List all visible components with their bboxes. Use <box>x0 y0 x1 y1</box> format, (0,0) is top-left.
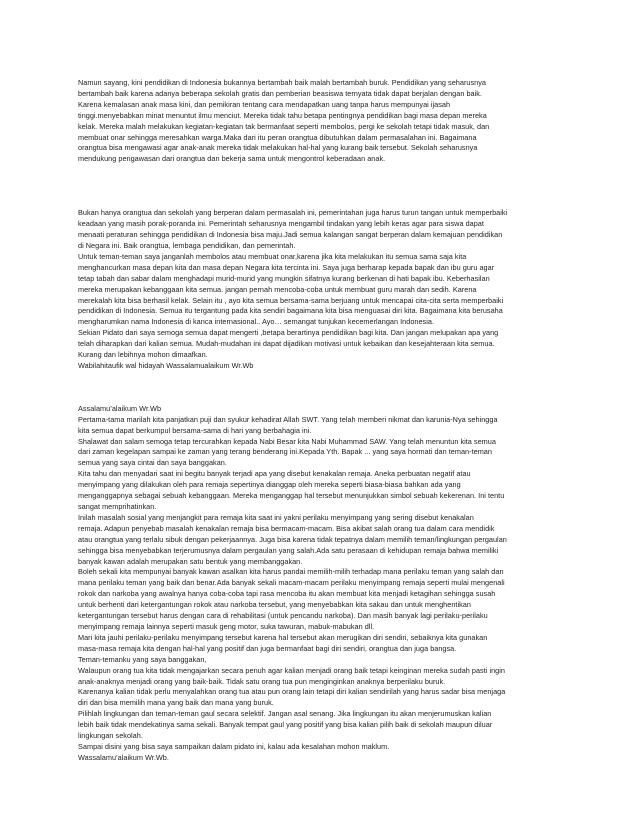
text-line: menaati peraturan sehingga pendidikan di Indonesia bisa maju.Jadi semua kalangan sangat berperan dalam kemajuan pendidikan <box>78 230 503 240</box>
text-line: diri dan bisa memilih mana yang baik dan mana yang buruk. <box>78 698 274 708</box>
text-line: Sekian Pidato dari saya semoga semua dapat mengerti ,betapa berartinya pendidikan bagi kita. Dan jangan melupakan apa yang <box>78 328 499 338</box>
text-line: atau orangtua yang terlalu sibuk dengan pekerjaannya. Juga bisa karena tidak tepatnya dalam memilih teman/lingkungan pergaulan <box>78 534 507 544</box>
text-line: menganggapnya sebagai sebuah kebanggaan. Mereka menganggap hal tersebut menunjukkan simbol sebuah kekerenan. Ini tentu <box>78 491 505 501</box>
text-line: sangat memprihatinkan. <box>78 502 157 511</box>
text-line: tetap tabah dan sabar dalam menghadapi murid-murid yang mungkin sifatnya kurang berkenan di hati bapak ibu. Keberhasilan <box>78 273 490 283</box>
text-line: menyimpang yang dilakukan oleh para remaja sepertinya dianggap oleh mereka seperti biasa-biasa bahkan ada yang <box>78 480 461 490</box>
text-line: Sampai disini yang bisa saya sampaikan dalam pidato ini, kalau ada kesalahan mohon maklum. <box>78 741 390 751</box>
text-line: Kita tahu dan menyadari saat ini begitu banyak terjadi apa yang disebut kenakalan remaja. Aneka perbuatan negatif atau <box>78 469 471 479</box>
text-line: sehingga bisa menyebabkan terjerumusnya dalam pergaulan yang salah.Ada satu perasaan di kehidupan remaja bahwa memiliki <box>78 545 499 555</box>
paragraph-spacer <box>78 165 568 208</box>
text-line: dari zaman kegelapan sampai ke zaman yang terang benderang ini.Kepada Yth. Bapak ... yang saya hormati dan teman-teman <box>78 447 492 457</box>
text-line: Pertama-tama marilah kita panjatkan puji dan syukur kehadirat Allah SWT. Yang telah memberi nikmat dan karunia-Nya sehingga <box>78 414 498 424</box>
text-line: Teman-temanku yang saya banggakan, <box>78 654 207 664</box>
text-line: rokok dan narkoba yang awalnya hanya coba-coba tapi rasa mencoba itu akan membuat kita menjadi ketagihan sehingga susah <box>78 589 496 599</box>
text-line: menghancurkan masa depan kita dan masa depan Negara kita tercinta ini. Saya juga berharap kepada bapak dan ibu guru agar <box>78 262 495 272</box>
text-line: banyak kawan adalah merupakan satu bentuk yang membanggakan. <box>78 556 303 566</box>
text-line: remaja. Adapun penyebab masalah kenakalan remaja bisa bermacam-macam. Bisa akibat salah orang tua dalam cara mendidik <box>78 523 495 533</box>
text-line: pendidikan di Indonesia. Semua itu tergantung pada kita sendiri bagaimana kita bisa menguasai diri kita. Bagaimana kita berusaha <box>78 306 503 316</box>
text-line: Karena kemalasan anak masa kini, dan pemikiran tentang cara mendapatkan uang tanpa harus mempunyai ijasah <box>78 99 451 109</box>
text-line: mengharumkan nama Indonesia di kanca internasional.. Ayo… semangat tunjukan kecemerlangan Indonesia. <box>78 317 434 327</box>
text-line: telah diharapkan dari kalian semua. Mudah-mudahan ini dapat dijadikan motivasi untuk kebaikan dan kesejahteraan kita semua. <box>78 339 495 349</box>
text-line: lebih baik tidak mendekatinya sama sekali. Banyak tempat gaul yang positif yang bisa kalian pilih baik di sekolah maupun diluar <box>78 720 493 730</box>
text-line: membuat onar sehingga meresahkan warga.Maka dari itu peran orangtua dibutuhkan dalam permasalahan ini. Bagaimana <box>78 132 477 142</box>
paragraph-block-2 <box>78 208 568 372</box>
text-line: Mari kita jauhi perilaku-perilaku menyimpang tersebut karena hal tersebut akan merugikan diri sendiri, sebaiknya kita gunakan <box>78 632 488 642</box>
text-line: Walaupun orang tua kita tidak mengajarkan secara penuh agar kalian menjadi orang baik tetapi keinginan mereka sudah pasti ingin <box>78 665 505 675</box>
text-line: Wabilahitaufik wal hidayah Wassalamualaikum Wr.Wb <box>78 360 254 370</box>
text-line: untuk berhenti dari ketergantungan rokok atau narkoba tersebut, yang menyebabkan kita sakau dan untuk menghentikan <box>78 600 471 610</box>
text-line: lingkungan sekolah. <box>78 731 143 741</box>
text-line: bertambah baik karena adanya beberapa sekolah gratis dan pemberian beasiswa ternyata tidak dapat berjalan dengan baik. <box>78 88 482 98</box>
text-line: masa-masa remaja kita dengan hal-hal yang positif dan juga bermanfaat bagi diri sendiri, orangtua dan juga bangsa. <box>78 643 457 653</box>
text-line: ketergantungan tersebut harus dengan cara di rehabilitasi (untuk pencandu narkoba). Dan masih banyak lagi perilaku-perilaku <box>78 611 488 621</box>
paragraph-block-3 <box>78 404 568 764</box>
text-line: Shalawat dan salam semoga tetap tercurahkan kepada Nabi Besar kita Nabi Muhammad SAW. Yang telah menuntun kita semua <box>78 436 496 446</box>
text-line: Namun sayang, kini pendidikan di Indonesia bukannya bertambah baik malah bertambah buruk. Pendidikan yang seharusnya <box>78 78 486 87</box>
text-line: Untuk teman-teman saya janganlah membolos atau membuat onar,karena jika kita melakukan itu semua sama saja kita <box>78 251 467 261</box>
text-line: mereka merupakan kebanggaan kita semua. jangan pernah mencoba-coba untuk membuat guru marah dan sedih. Karena <box>78 284 477 294</box>
text-line: tinggi.menyebabkan minat menuntut ilmu menciut. Mereka tidak tahu betapa pentingnya pendidikan bagi masa depan mereka <box>78 110 487 120</box>
text-line: Pilihlah lingkungan dan teman-teman gaul secara selektif. Jangan asal senang. Jika lingkungan itu akan menjerumuskan kalian <box>78 709 492 719</box>
text-line: merekalah kita bisa berhasil kelak. Selain itu , ayo kita semua bersama-sama berjuang untuk mencapai cita-cita serta memperbaiki <box>78 295 504 305</box>
text-line: mendukung pengawasan dari orangtua dan bekerja sama untuk mengontrol keberadaan anak. <box>78 154 386 164</box>
paragraph-block-1 <box>78 78 568 165</box>
text-line: Wassalamu’alaikum Wr.Wb. <box>78 752 169 762</box>
text-line: semua yang saya cintai dan saya banggakan. <box>78 458 227 468</box>
text-line: anak-anaknya menjadi orang yang baik-baik. Tidak satu orang tua pun menginginkan anaknya berperilaku buruk. <box>78 676 446 686</box>
text-line: di Negara ini. Baik orangtua, lembaga pendidikan, dan pemerintah. <box>78 240 296 250</box>
text-line: kelak. Mereka malah melakukan kegiatan-kegiatan tak bermanfaat seperti membolos, pergi ke sekolah tetapi tidak masuk, dan <box>78 121 490 131</box>
text-line: Assalamu’alaikum Wr.Wb <box>78 403 162 413</box>
text-line: Bukan hanya orangtua dan sekolah yang berperan dalam permasalah ini, pemerintahan juga harus turun tangan untuk memperbaiki <box>78 208 508 218</box>
text-line: orangtua bisa mengawasi agar anak-anak mereka tidak melakukan hal-hal yang kurang baik tersebut. Sekolah seharusnya <box>78 143 478 153</box>
text-line: Kurang dan lebihnya mohon dimaafkan. <box>78 350 208 360</box>
document-body <box>78 78 568 764</box>
text-line: Inilah masalah sosial yang menjangkit para remaja kita saat ini yakni perilaku menyimpang yang sering disebut kenakalan <box>78 512 474 522</box>
text-line: mana perilaku teman yang baik dan benar.Ada banyak sekali macam-macam perilaku menyimpang remaja seperti mulai mengenali <box>78 578 505 588</box>
text-line: Karenanya kalian tidak perlu menyalahkan orang tua atau pun orang lain tetapi diri kalian sendirilah yang harus sadar bisa menjaga <box>78 687 506 697</box>
text-line: kita semua dapat berkumpul bersama-sama di hari yang berbahagia ini. <box>78 425 312 435</box>
text-line: keadaan yang masih porak-poranda ini. Pemerintah seharusnya mengambil tindakan yang lebih keras agar para siswa dapat <box>78 219 484 229</box>
text-line: Boleh sekali kita mempunyai banyak kawan asalkan kita harus pandai memilih-milih terhadap mana perilaku teman yang salah dan <box>78 567 504 577</box>
paragraph-spacer <box>78 372 568 404</box>
text-line: menyimpang remaja lainnya seperti masuk geng motor, suka tawuran, mabuk-mabukan dll. <box>78 621 375 631</box>
